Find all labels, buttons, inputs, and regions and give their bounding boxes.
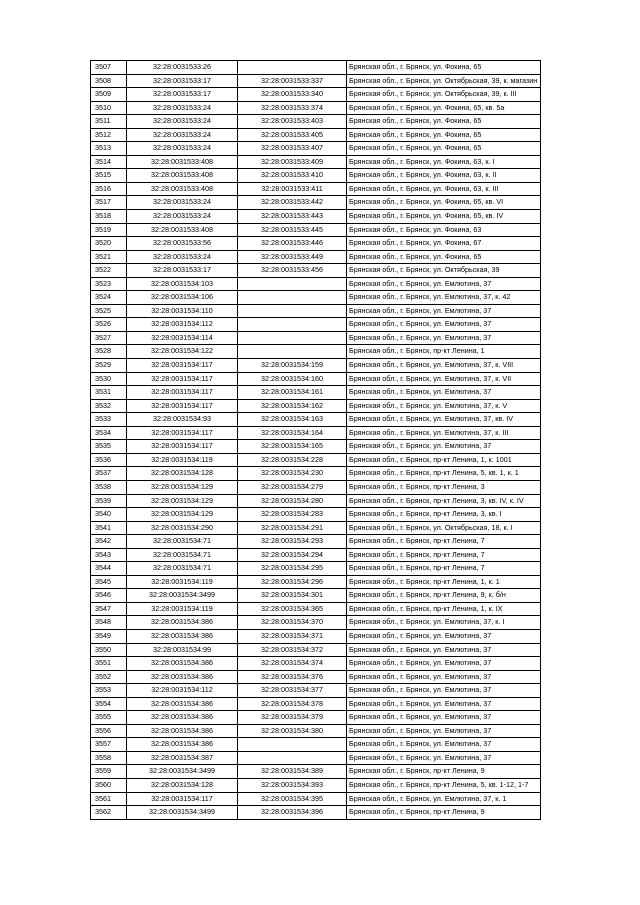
cadastral-number-cell: 32:28:0031534:395 (238, 792, 347, 806)
parent-cadastral-number-cell: 32:28:0031534:103 (127, 277, 238, 291)
row-number-cell: 3523 (91, 277, 127, 291)
parent-cadastral-number-cell: 32:28:0031533:408 (127, 223, 238, 237)
row-number-cell: 3538 (91, 480, 127, 494)
parent-cadastral-number-cell: 32:28:0031534:386 (127, 616, 238, 630)
parent-cadastral-number-cell: 32:28:0031533:24 (127, 250, 238, 264)
cadastral-number-cell: 32:28:0031534:371 (238, 629, 347, 643)
table-row (91, 440, 541, 454)
address-cell: Брянская обл., г. Брянск, ул. Фокина, 63, к. III (347, 182, 541, 196)
table-row (91, 453, 541, 467)
cadastral-number-cell: 32:28:0031533:405 (238, 128, 347, 142)
cadastral-number-cell: 32:28:0031534:389 (238, 765, 347, 779)
cadastral-number-cell (238, 277, 347, 291)
table-row (91, 562, 541, 576)
row-number-cell: 3513 (91, 142, 127, 156)
table-row (91, 291, 541, 305)
cadastral-number-cell: 32:28:0031534:396 (238, 806, 347, 820)
cadastral-number-cell: 32:28:0031534:365 (238, 602, 347, 616)
cadastral-number-cell: 32:28:0031534:291 (238, 521, 347, 535)
row-number-cell: 3544 (91, 562, 127, 576)
parent-cadastral-number-cell: 32:28:0031533:24 (127, 196, 238, 210)
table-row (91, 169, 541, 183)
table-row (91, 223, 541, 237)
cadastral-number-cell (238, 738, 347, 752)
parent-cadastral-number-cell: 32:28:0031534:129 (127, 494, 238, 508)
row-number-cell: 3529 (91, 359, 127, 373)
table-row (91, 765, 541, 779)
table-row (91, 345, 541, 359)
row-number-cell: 3558 (91, 751, 127, 765)
address-cell: Брянская обл., г. Брянск, ул. Фокина, 65 (347, 250, 541, 264)
address-cell: Брянская обл., г. Брянск, пр-кт Ленина, 1, к. 1001 (347, 453, 541, 467)
row-number-cell: 3561 (91, 792, 127, 806)
table-row (91, 643, 541, 657)
row-number-cell: 3517 (91, 196, 127, 210)
row-number-cell: 3534 (91, 426, 127, 440)
parent-cadastral-number-cell: 32:28:0031533:17 (127, 74, 238, 88)
table-row (91, 155, 541, 169)
parent-cadastral-number-cell: 32:28:0031534:119 (127, 575, 238, 589)
cadastral-number-cell: 32:28:0031533:374 (238, 101, 347, 115)
table-row (91, 670, 541, 684)
row-number-cell: 3508 (91, 74, 127, 88)
table-row (91, 115, 541, 129)
row-number-cell: 3528 (91, 345, 127, 359)
cadastral-number-cell: 32:28:0031534:165 (238, 440, 347, 454)
address-cell: Брянская обл., г. Брянск, ул. Фокина, 67 (347, 237, 541, 251)
table-row (91, 602, 541, 616)
table-row (91, 711, 541, 725)
cadastral-number-cell: 32:28:0031534:370 (238, 616, 347, 630)
table-row (91, 548, 541, 562)
cadastral-number-cell: 32:28:0031534:159 (238, 359, 347, 373)
row-number-cell: 3511 (91, 115, 127, 129)
table-row (91, 480, 541, 494)
address-cell: Брянская обл., г. Брянск, ул. Фокина, 65 (347, 128, 541, 142)
address-cell: Брянская обл., г. Брянск, ул. Октябрьская, 39, к. магазин (347, 74, 541, 88)
row-number-cell: 3530 (91, 372, 127, 386)
cadastral-number-cell: 32:28:0031534:380 (238, 724, 347, 738)
parent-cadastral-number-cell: 32:28:0031533:56 (127, 237, 238, 251)
table-row (91, 684, 541, 698)
row-number-cell: 3524 (91, 291, 127, 305)
cadastral-number-cell: 32:28:0031534:162 (238, 399, 347, 413)
parent-cadastral-number-cell: 32:28:0031533:17 (127, 88, 238, 102)
cadastral-number-cell: 32:28:0031534:280 (238, 494, 347, 508)
address-cell: Брянская обл., г. Брянск, пр-кт Ленина, 9 (347, 806, 541, 820)
address-cell: Брянская обл., г. Брянск, ул. Емлютина, 37, к. VIII (347, 359, 541, 373)
address-cell: Брянская обл., г. Брянск, пр-кт Ленина, 5, кв. 1, к. 1 (347, 467, 541, 481)
table-row (91, 575, 541, 589)
address-cell: Брянская обл., г. Брянск, ул. Октябрьская, 18, к. I (347, 521, 541, 535)
cadastral-number-cell: 32:28:0031534:378 (238, 697, 347, 711)
address-cell: Брянская обл., г. Брянск, ул. Емлютина, 37 (347, 277, 541, 291)
row-number-cell: 3547 (91, 602, 127, 616)
parent-cadastral-number-cell: 32:28:0031534:386 (127, 738, 238, 752)
row-number-cell: 3520 (91, 237, 127, 251)
address-cell: Брянская обл., г. Брянск, ул. Емлютина, 37, к. III (347, 426, 541, 440)
row-number-cell: 3521 (91, 250, 127, 264)
parent-cadastral-number-cell: 32:28:0031534:290 (127, 521, 238, 535)
parent-cadastral-number-cell: 32:28:0031534:93 (127, 413, 238, 427)
address-cell: Брянская обл., г. Брянск, ул. Емлютина, 37 (347, 738, 541, 752)
parent-cadastral-number-cell: 32:28:0031534:129 (127, 508, 238, 522)
address-cell: Брянская обл., г. Брянск, ул. Емлютина, 37 (347, 724, 541, 738)
parent-cadastral-number-cell: 32:28:0031533:408 (127, 155, 238, 169)
table-row (91, 318, 541, 332)
parent-cadastral-number-cell: 32:28:0031533:24 (127, 115, 238, 129)
address-cell: Брянская обл., г. Брянск, ул. Емлютина, 37 (347, 751, 541, 765)
cadastral-number-cell: 32:28:0031534:228 (238, 453, 347, 467)
cadastral-number-cell: 32:28:0031534:279 (238, 480, 347, 494)
row-number-cell: 3539 (91, 494, 127, 508)
table-row (91, 359, 541, 373)
parent-cadastral-number-cell: 32:28:0031534:112 (127, 318, 238, 332)
row-number-cell: 3554 (91, 697, 127, 711)
table-row (91, 264, 541, 278)
table-row (91, 142, 541, 156)
cadastral-number-cell: 32:28:0031534:160 (238, 372, 347, 386)
cadastral-number-cell (238, 331, 347, 345)
table-row (91, 697, 541, 711)
row-number-cell: 3553 (91, 684, 127, 698)
row-number-cell: 3557 (91, 738, 127, 752)
parent-cadastral-number-cell: 32:28:0031534:117 (127, 359, 238, 373)
row-number-cell: 3512 (91, 128, 127, 142)
table-row (91, 277, 541, 291)
address-cell: Брянская обл., г. Брянск, пр-кт Ленина, 3, кв. I (347, 508, 541, 522)
parent-cadastral-number-cell: 32:28:0031534:117 (127, 399, 238, 413)
parent-cadastral-number-cell: 32:28:0031533:24 (127, 142, 238, 156)
cadastral-number-cell: 32:28:0031533:340 (238, 88, 347, 102)
table-row (91, 88, 541, 102)
address-cell: Брянская обл., г. Брянск, ул. Емлютина, 37 (347, 440, 541, 454)
table-row (91, 589, 541, 603)
table-row (91, 467, 541, 481)
address-cell: Брянская обл., г. Брянск, ул. Емлютина, 37 (347, 318, 541, 332)
cadastral-number-cell: 32:28:0031534:283 (238, 508, 347, 522)
address-cell: Брянская обл., г. Брянск, ул. Емлютина, 37, к. V (347, 399, 541, 413)
row-number-cell: 3546 (91, 589, 127, 603)
row-number-cell: 3552 (91, 670, 127, 684)
parent-cadastral-number-cell: 32:28:0031534:112 (127, 684, 238, 698)
address-cell: Брянская обл., г. Брянск, пр-кт Ленина, 7 (347, 548, 541, 562)
table-row (91, 426, 541, 440)
row-number-cell: 3541 (91, 521, 127, 535)
row-number-cell: 3548 (91, 616, 127, 630)
row-number-cell: 3531 (91, 386, 127, 400)
address-cell: Брянская обл., г. Брянск, ул. Емлютина, 37 (347, 684, 541, 698)
address-cell: Брянская обл., г. Брянск, пр-кт Ленина, 1, к. IX (347, 602, 541, 616)
row-number-cell: 3562 (91, 806, 127, 820)
cadastral-number-cell: 32:28:0031534:374 (238, 657, 347, 671)
table-row (91, 535, 541, 549)
table-row (91, 304, 541, 318)
parent-cadastral-number-cell: 32:28:0031533:26 (127, 61, 238, 75)
address-cell: Брянская обл., г. Брянск, ул. Емлютина, 37 (347, 629, 541, 643)
document-page (90, 60, 541, 820)
cadastral-number-cell: 32:28:0031533:456 (238, 264, 347, 278)
row-number-cell: 3525 (91, 304, 127, 318)
table-row (91, 331, 541, 345)
row-number-cell: 3516 (91, 182, 127, 196)
cadastral-number-cell (238, 751, 347, 765)
address-cell: Брянская обл., г. Брянск, пр-кт Ленина, 1 (347, 345, 541, 359)
parent-cadastral-number-cell: 32:28:0031534:3499 (127, 589, 238, 603)
row-number-cell: 3559 (91, 765, 127, 779)
row-number-cell: 3537 (91, 467, 127, 481)
cadastral-number-cell: 32:28:0031533:449 (238, 250, 347, 264)
row-number-cell: 3533 (91, 413, 127, 427)
table-row (91, 386, 541, 400)
parent-cadastral-number-cell: 32:28:0031534:128 (127, 778, 238, 792)
cadastral-number-cell: 32:28:0031534:164 (238, 426, 347, 440)
address-cell: Брянская обл., г. Брянск, ул. Емлютина, 37, к. 1 (347, 792, 541, 806)
cadastral-number-cell (238, 291, 347, 305)
address-cell: Брянская обл., г. Брянск, ул. Фокина, 65, кв. IV (347, 210, 541, 224)
address-cell: Брянская обл., г. Брянск, ул. Емлютина, 37, к. VII (347, 372, 541, 386)
parent-cadastral-number-cell: 32:28:0031534:386 (127, 629, 238, 643)
parent-cadastral-number-cell: 32:28:0031534:387 (127, 751, 238, 765)
cadastral-number-cell: 32:28:0031534:294 (238, 548, 347, 562)
parent-cadastral-number-cell: 32:28:0031533:17 (127, 264, 238, 278)
cadastral-number-cell: 32:28:0031534:379 (238, 711, 347, 725)
table-row (91, 657, 541, 671)
address-cell: Брянская обл., г. Брянск, пр-кт Ленина, 1, к. 1 (347, 575, 541, 589)
table-row (91, 508, 541, 522)
address-cell: Брянская обл., г. Брянск, пр-кт Ленина, 7 (347, 535, 541, 549)
cadastral-number-cell (238, 61, 347, 75)
address-cell: Брянская обл., г. Брянск, пр-кт Ленина, 5, кв. 1-12, 1-7 (347, 778, 541, 792)
parent-cadastral-number-cell: 32:28:0031534:99 (127, 643, 238, 657)
parent-cadastral-number-cell: 32:28:0031534:110 (127, 304, 238, 318)
parent-cadastral-number-cell: 32:28:0031534:117 (127, 792, 238, 806)
parent-cadastral-number-cell: 32:28:0031534:117 (127, 426, 238, 440)
row-number-cell: 3519 (91, 223, 127, 237)
table-row (91, 101, 541, 115)
cadastral-number-cell: 32:28:0031533:407 (238, 142, 347, 156)
cadastral-number-cell: 32:28:0031534:301 (238, 589, 347, 603)
row-number-cell: 3560 (91, 778, 127, 792)
cadastral-number-cell: 32:28:0031534:377 (238, 684, 347, 698)
table-row (91, 74, 541, 88)
cadastral-number-cell (238, 304, 347, 318)
parent-cadastral-number-cell: 32:28:0031534:122 (127, 345, 238, 359)
address-cell: Брянская обл., г. Брянск, ул. Емлютина, 37 (347, 643, 541, 657)
address-cell: Брянская обл., г. Брянск, ул. Емлютина, 37 (347, 386, 541, 400)
cadastral-number-cell: 32:28:0031534:293 (238, 535, 347, 549)
row-number-cell: 3551 (91, 657, 127, 671)
row-number-cell: 3542 (91, 535, 127, 549)
address-cell: Брянская обл., г. Брянск, ул. Емлютина, 37 (347, 304, 541, 318)
row-number-cell: 3535 (91, 440, 127, 454)
address-cell: Брянская обл., г. Брянск, ул. Емлютина, 37 (347, 711, 541, 725)
parent-cadastral-number-cell: 32:28:0031534:386 (127, 657, 238, 671)
row-number-cell: 3515 (91, 169, 127, 183)
row-number-cell: 3536 (91, 453, 127, 467)
parent-cadastral-number-cell: 32:28:0031534:3499 (127, 806, 238, 820)
table-row (91, 128, 541, 142)
cadastral-number-cell (238, 318, 347, 332)
table-row (91, 751, 541, 765)
table-row (91, 61, 541, 75)
table-row (91, 399, 541, 413)
address-cell: Брянская обл., г. Брянск, ул. Фокина, 65 (347, 61, 541, 75)
cadastral-number-cell: 32:28:0031534:163 (238, 413, 347, 427)
row-number-cell: 3527 (91, 331, 127, 345)
parent-cadastral-number-cell: 32:28:0031534:119 (127, 453, 238, 467)
table-body (91, 61, 541, 820)
address-cell: Брянская обл., г. Брянск, ул. Октябрьская, 39, к. III (347, 88, 541, 102)
table-row (91, 210, 541, 224)
row-number-cell: 3507 (91, 61, 127, 75)
parent-cadastral-number-cell: 32:28:0031533:408 (127, 182, 238, 196)
row-number-cell: 3526 (91, 318, 127, 332)
address-cell: Брянская обл., г. Брянск, пр-кт Ленина, 3, кв. IV, к. IV (347, 494, 541, 508)
table-row (91, 182, 541, 196)
address-cell: Брянская обл., г. Брянск, ул. Емлютина, 37 (347, 670, 541, 684)
parent-cadastral-number-cell: 32:28:0031534:117 (127, 440, 238, 454)
address-cell: Брянская обл., г. Брянск, ул. Фокина, 65 (347, 115, 541, 129)
table-row (91, 616, 541, 630)
table-row (91, 806, 541, 820)
parent-cadastral-number-cell: 32:28:0031534:119 (127, 602, 238, 616)
table-row (91, 521, 541, 535)
parent-cadastral-number-cell: 32:28:0031534:128 (127, 467, 238, 481)
address-cell: Брянская обл., г. Брянск, пр-кт Ленина, 3 (347, 480, 541, 494)
row-number-cell: 3514 (91, 155, 127, 169)
row-number-cell: 3532 (91, 399, 127, 413)
table-row (91, 237, 541, 251)
row-number-cell: 3518 (91, 210, 127, 224)
table-row (91, 196, 541, 210)
address-cell: Брянская обл., г. Брянск, пр-кт Ленина, 9, к. б/н (347, 589, 541, 603)
cadastral-number-cell: 32:28:0031533:410 (238, 169, 347, 183)
cadastral-number-cell: 32:28:0031534:372 (238, 643, 347, 657)
parent-cadastral-number-cell: 32:28:0031534:117 (127, 372, 238, 386)
parent-cadastral-number-cell: 32:28:0031534:386 (127, 724, 238, 738)
cadastral-number-cell: 32:28:0031533:411 (238, 182, 347, 196)
row-number-cell: 3550 (91, 643, 127, 657)
parent-cadastral-number-cell: 32:28:0031533:24 (127, 128, 238, 142)
table-row (91, 792, 541, 806)
address-cell: Брянская обл., г. Брянск, ул. Фокина, 65, кв. 5а (347, 101, 541, 115)
cadastral-number-cell (238, 345, 347, 359)
cadastral-number-cell: 32:28:0031534:230 (238, 467, 347, 481)
address-cell: Брянская обл., г. Брянск, ул. Фокина, 65, кв. VI (347, 196, 541, 210)
cadastral-table (90, 60, 541, 820)
address-cell: Брянская обл., г. Брянск, ул. Емлютина, 37 (347, 697, 541, 711)
parent-cadastral-number-cell: 32:28:0031534:106 (127, 291, 238, 305)
parent-cadastral-number-cell: 32:28:0031534:71 (127, 548, 238, 562)
address-cell: Брянская обл., г. Брянск, ул. Октябрьская, 39 (347, 264, 541, 278)
parent-cadastral-number-cell: 32:28:0031534:117 (127, 386, 238, 400)
cadastral-number-cell: 32:28:0031534:376 (238, 670, 347, 684)
row-number-cell: 3540 (91, 508, 127, 522)
table-row (91, 250, 541, 264)
address-cell: Брянская обл., г. Брянск, ул. Фокина, 63 (347, 223, 541, 237)
address-cell: Брянская обл., г. Брянск, ул. Емлютина, 37 (347, 331, 541, 345)
parent-cadastral-number-cell: 32:28:0031534:71 (127, 535, 238, 549)
row-number-cell: 3545 (91, 575, 127, 589)
parent-cadastral-number-cell: 32:28:0031534:3499 (127, 765, 238, 779)
table-row (91, 413, 541, 427)
address-cell: Брянская обл., г. Брянск, пр-кт Ленина, 9 (347, 765, 541, 779)
table-row (91, 778, 541, 792)
cadastral-number-cell: 32:28:0031534:161 (238, 386, 347, 400)
row-number-cell: 3543 (91, 548, 127, 562)
row-number-cell: 3509 (91, 88, 127, 102)
row-number-cell: 3522 (91, 264, 127, 278)
row-number-cell: 3549 (91, 629, 127, 643)
address-cell: Брянская обл., г. Брянск, ул. Емлютина, 37 (347, 657, 541, 671)
table-row (91, 629, 541, 643)
cadastral-number-cell: 32:28:0031534:296 (238, 575, 347, 589)
cadastral-number-cell: 32:28:0031533:403 (238, 115, 347, 129)
cadastral-number-cell: 32:28:0031533:337 (238, 74, 347, 88)
address-cell: Брянская обл., г. Брянск, ул. Емлютина, 37, кв. IV (347, 413, 541, 427)
cadastral-number-cell: 32:28:0031533:442 (238, 196, 347, 210)
parent-cadastral-number-cell: 32:28:0031533:24 (127, 210, 238, 224)
address-cell: Брянская обл., г. Брянск, пр-кт Ленина, 7 (347, 562, 541, 576)
address-cell: Брянская обл., г. Брянск, ул. Фокина, 63, к. I (347, 155, 541, 169)
cadastral-number-cell: 32:28:0031533:443 (238, 210, 347, 224)
row-number-cell: 3556 (91, 724, 127, 738)
cadastral-number-cell: 32:28:0031533:446 (238, 237, 347, 251)
parent-cadastral-number-cell: 32:28:0031534:386 (127, 670, 238, 684)
cadastral-number-cell: 32:28:0031534:393 (238, 778, 347, 792)
parent-cadastral-number-cell: 32:28:0031534:114 (127, 331, 238, 345)
cadastral-number-cell: 32:28:0031533:445 (238, 223, 347, 237)
table-row (91, 372, 541, 386)
row-number-cell: 3555 (91, 711, 127, 725)
parent-cadastral-number-cell: 32:28:0031533:24 (127, 101, 238, 115)
parent-cadastral-number-cell: 32:28:0031534:386 (127, 697, 238, 711)
cadastral-number-cell: 32:28:0031534:295 (238, 562, 347, 576)
address-cell: Брянская обл., г. Брянск, ул. Фокина, 63, к. II (347, 169, 541, 183)
cadastral-number-cell: 32:28:0031533:409 (238, 155, 347, 169)
table-row (91, 724, 541, 738)
address-cell: Брянская обл., г. Брянск, ул. Фокина, 65 (347, 142, 541, 156)
table-row (91, 738, 541, 752)
parent-cadastral-number-cell: 32:28:0031534:129 (127, 480, 238, 494)
parent-cadastral-number-cell: 32:28:0031533:408 (127, 169, 238, 183)
row-number-cell: 3510 (91, 101, 127, 115)
parent-cadastral-number-cell: 32:28:0031534:71 (127, 562, 238, 576)
address-cell: Брянская обл., г. Брянск, ул. Емлютина, 37, к. 42 (347, 291, 541, 305)
parent-cadastral-number-cell: 32:28:0031534:386 (127, 711, 238, 725)
address-cell: Брянская обл., г. Брянск, ул. Емлютина, 37, к. I (347, 616, 541, 630)
table-row (91, 494, 541, 508)
